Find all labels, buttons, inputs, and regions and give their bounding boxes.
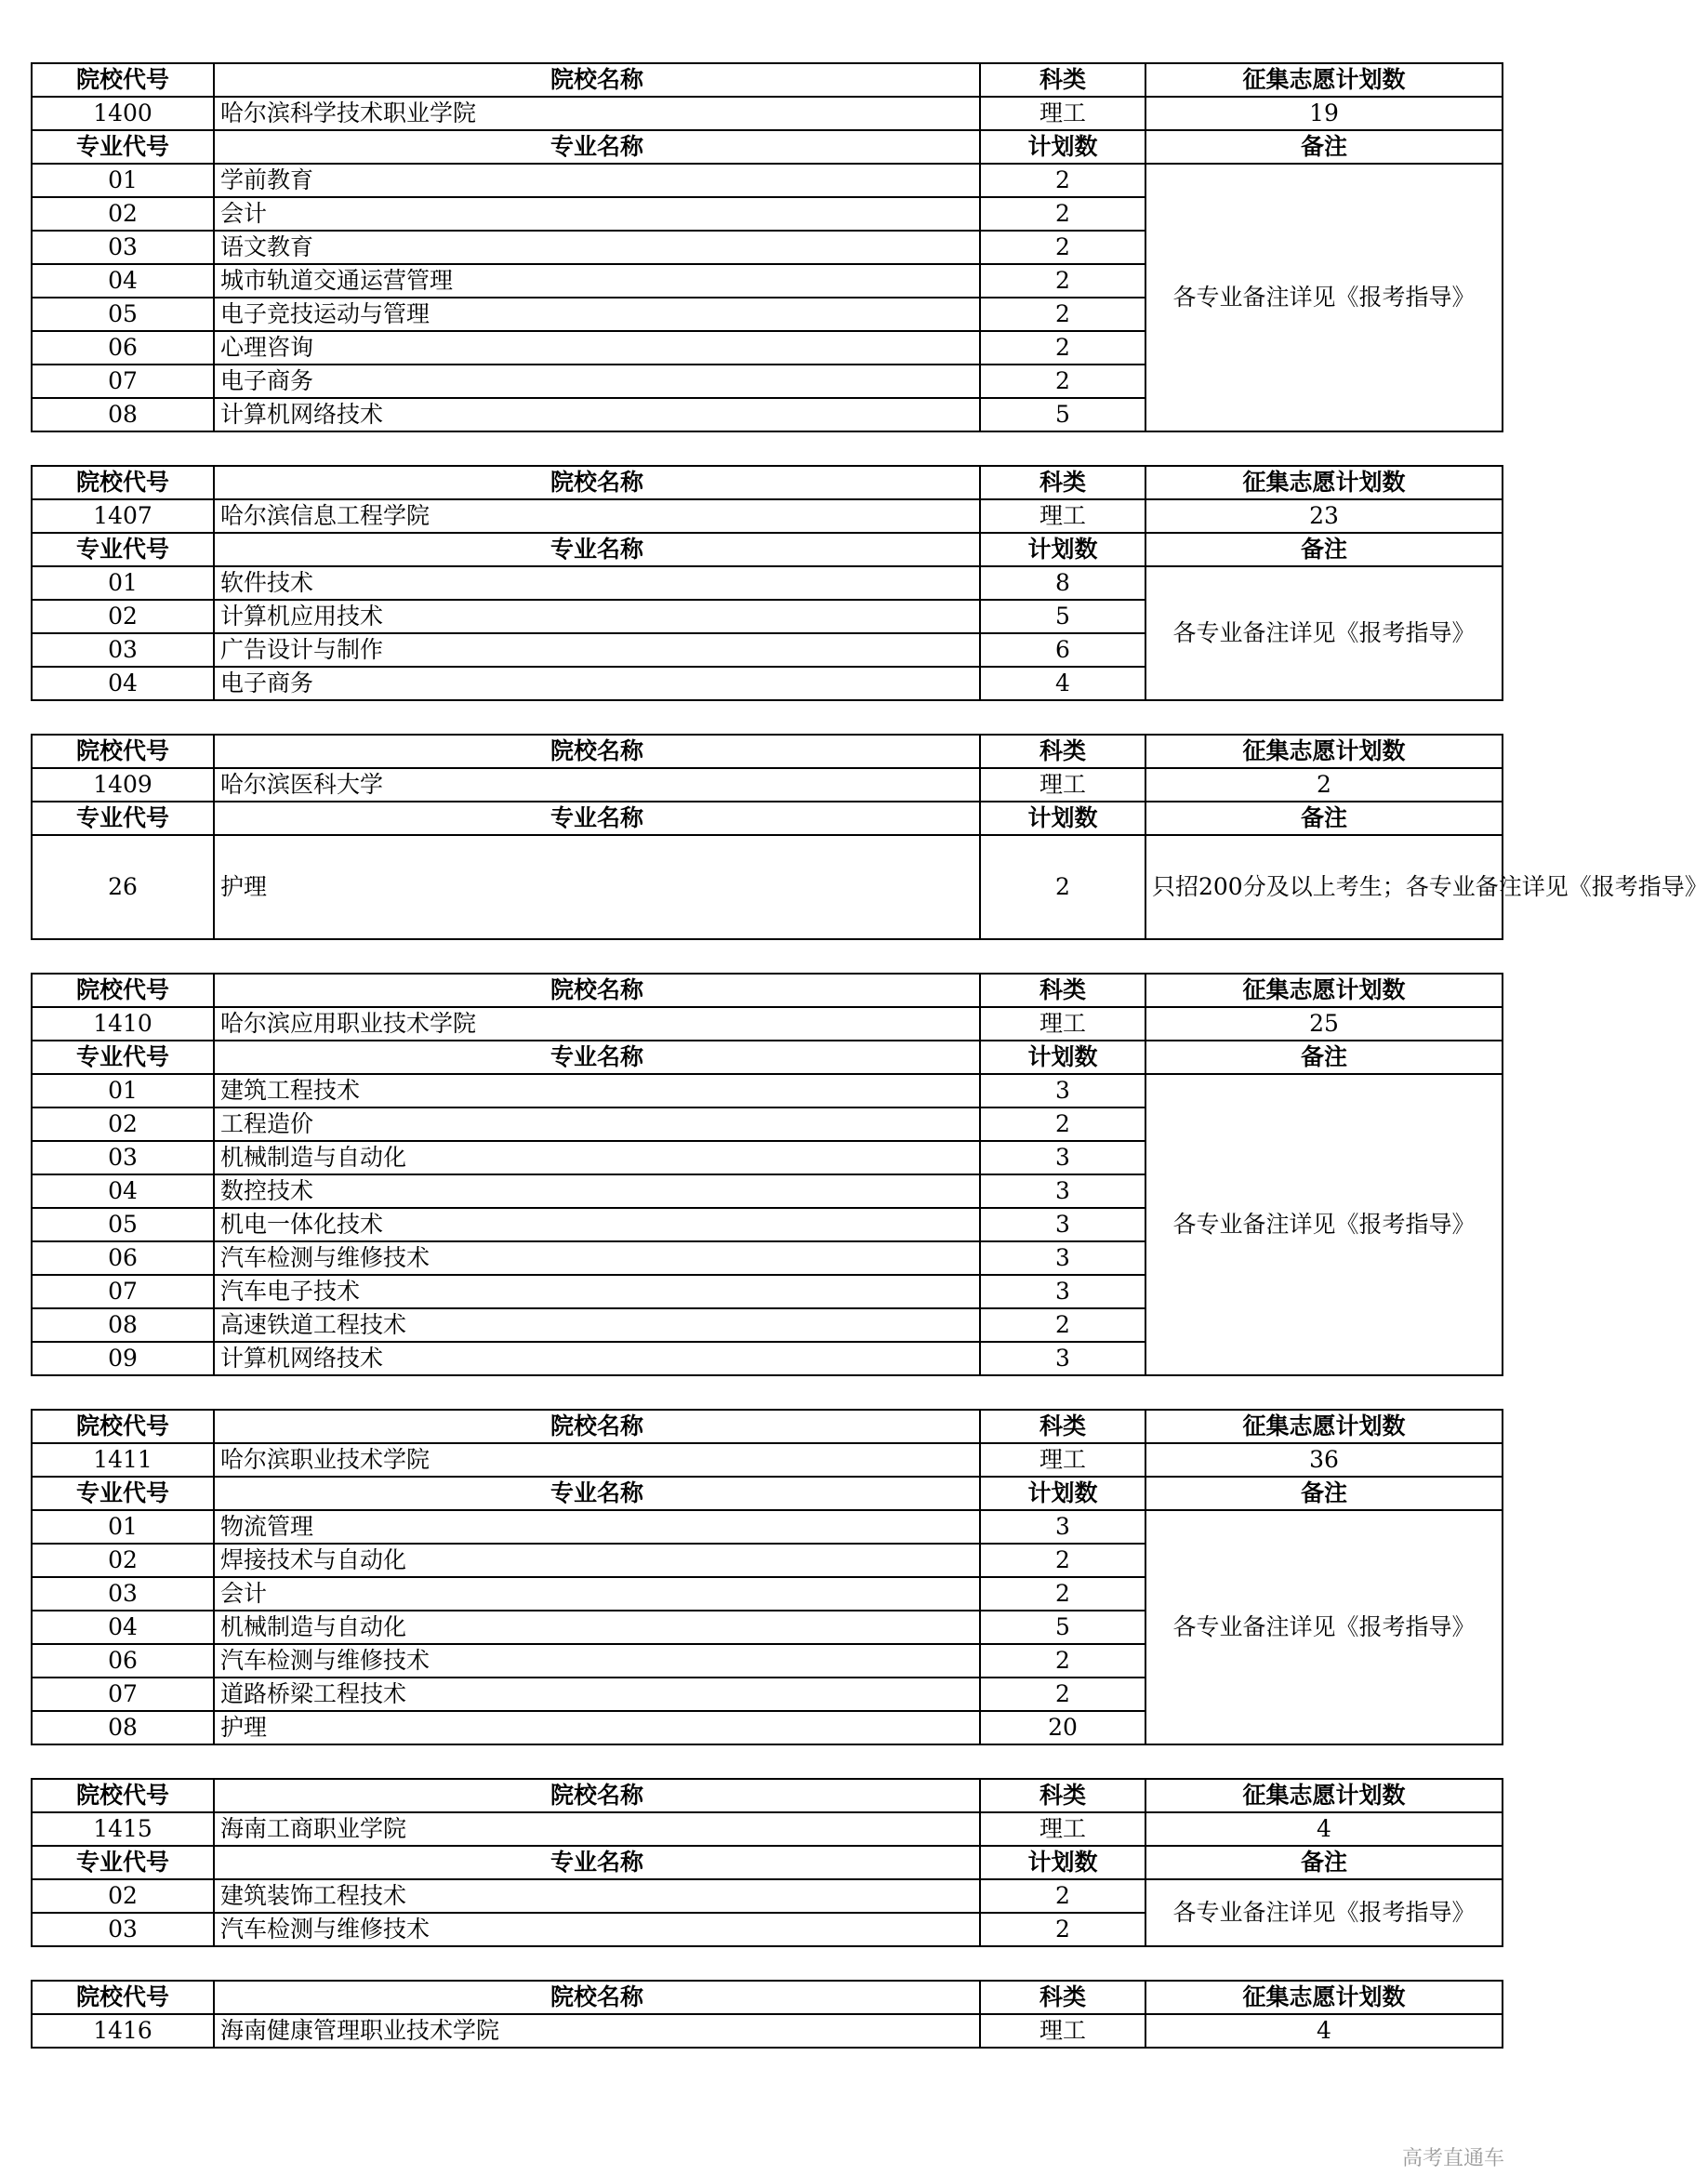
major-name: 建筑装饰工程技术: [214, 1879, 980, 1913]
major-name: 建筑工程技术: [214, 1074, 980, 1107]
school-name: 哈尔滨职业技术学院: [214, 1443, 980, 1477]
major-plan: 2: [980, 1879, 1145, 1913]
plan-header: 计划数: [980, 533, 1145, 566]
major-name: 广告设计与制作: [214, 633, 980, 667]
table-row: [32, 566, 1503, 600]
school-table: [31, 1409, 1503, 1745]
school-code: 1411: [32, 1443, 214, 1477]
major-plan: 3: [980, 1208, 1145, 1241]
major-code: 01: [32, 1074, 214, 1107]
major-plan: 5: [980, 600, 1145, 633]
school-name: 海南工商职业学院: [214, 1812, 980, 1846]
major-plan: 4: [980, 667, 1145, 700]
plan-total-header: 征集志愿计划数: [1145, 1410, 1503, 1443]
remark-header: 备注: [1145, 1846, 1503, 1879]
major-plan: 3: [980, 1510, 1145, 1544]
table-row: [32, 1074, 1503, 1107]
major-plan: 2: [980, 835, 1145, 939]
major-code: 06: [32, 1644, 214, 1678]
major-plan: 3: [980, 1275, 1145, 1308]
school-category: 理工: [980, 1443, 1145, 1477]
table-row: [32, 1879, 1503, 1913]
school-name-header: 院校名称: [214, 735, 980, 768]
major-name: 物流管理: [214, 1510, 980, 1544]
major-code: 07: [32, 1275, 214, 1308]
major-code: 02: [32, 1879, 214, 1913]
major-plan: 3: [980, 1241, 1145, 1275]
school-code: 1400: [32, 97, 214, 130]
table-row: [32, 835, 1503, 939]
school-name: 海南健康管理职业技术学院: [214, 2014, 980, 2048]
remark-note: 各专业备注详见《报考指导》: [1145, 1879, 1503, 1946]
school-table: [31, 973, 1503, 1376]
category-header: 科类: [980, 1981, 1145, 2014]
school-name: 哈尔滨医科大学: [214, 768, 980, 802]
remark-note: 各专业备注详见《报考指导》: [1145, 1074, 1503, 1375]
major-code: 02: [32, 600, 214, 633]
major-plan: 2: [980, 1913, 1145, 1946]
school-category: 理工: [980, 97, 1145, 130]
major-name: 汽车检测与维修技术: [214, 1644, 980, 1678]
remark-header: 备注: [1145, 802, 1503, 835]
remark-header: 备注: [1145, 1041, 1503, 1074]
major-code-header: 专业代号: [32, 130, 214, 164]
category-header: 科类: [980, 1779, 1145, 1812]
major-plan: 2: [980, 365, 1145, 398]
school-code-header: 院校代号: [32, 1410, 214, 1443]
major-code: 04: [32, 1611, 214, 1644]
remark-note: 各专业备注详见《报考指导》: [1145, 1510, 1503, 1744]
major-code: 08: [32, 1711, 214, 1744]
major-code: 01: [32, 1510, 214, 1544]
remark-header: 备注: [1145, 1477, 1503, 1510]
school-table: [31, 734, 1708, 940]
major-plan: 2: [980, 1308, 1145, 1342]
major-code: 26: [32, 835, 214, 939]
major-code: 03: [32, 1141, 214, 1174]
major-name: 护理: [214, 835, 980, 939]
table-row: [32, 1510, 1503, 1544]
major-name-header: 专业名称: [214, 1846, 980, 1879]
major-name: 汽车检测与维修技术: [214, 1913, 980, 1946]
plan-total-header: 征集志愿计划数: [1145, 1981, 1503, 2014]
major-plan: 2: [980, 1107, 1145, 1141]
major-code: 03: [32, 231, 214, 264]
major-code: 03: [32, 1913, 214, 1946]
major-plan: 5: [980, 1611, 1145, 1644]
major-code: 06: [32, 1241, 214, 1275]
major-code: 05: [32, 1208, 214, 1241]
plan-header: 计划数: [980, 130, 1145, 164]
major-code: 03: [32, 1577, 214, 1611]
school-plan-total: 4: [1145, 2014, 1503, 2048]
school-code: 1416: [32, 2014, 214, 2048]
major-plan: 2: [980, 298, 1145, 331]
school-category: 理工: [980, 1007, 1145, 1041]
major-name: 电子商务: [214, 667, 980, 700]
major-name: 计算机应用技术: [214, 600, 980, 633]
school-code-header: 院校代号: [32, 1779, 214, 1812]
school-name-header: 院校名称: [214, 466, 980, 499]
major-plan: 2: [980, 197, 1145, 231]
category-header: 科类: [980, 63, 1145, 97]
major-plan: 20: [980, 1711, 1145, 1744]
major-code: 01: [32, 566, 214, 600]
category-header: 科类: [980, 735, 1145, 768]
major-code: 06: [32, 331, 214, 365]
school-code-header: 院校代号: [32, 735, 214, 768]
major-code: 07: [32, 1678, 214, 1711]
major-plan: 2: [980, 331, 1145, 365]
school-plan-total: 23: [1145, 499, 1503, 533]
remark-header: 备注: [1145, 130, 1503, 164]
school-code-header: 院校代号: [32, 1981, 214, 2014]
remark-note: 各专业备注详见《报考指导》: [1145, 164, 1503, 431]
school-table: [31, 1980, 1503, 2049]
major-name: 语文教育: [214, 231, 980, 264]
major-name: 学前教育: [214, 164, 980, 197]
school-code: 1409: [32, 768, 214, 802]
major-name-header: 专业名称: [214, 802, 980, 835]
school-plan-total: 2: [1145, 768, 1503, 802]
major-plan: 2: [980, 1577, 1145, 1611]
major-plan: 2: [980, 1544, 1145, 1577]
major-name: 会计: [214, 197, 980, 231]
major-name-header: 专业名称: [214, 533, 980, 566]
major-name-header: 专业名称: [214, 1041, 980, 1074]
major-name: 计算机网络技术: [214, 1342, 980, 1375]
major-name: 汽车检测与维修技术: [214, 1241, 980, 1275]
major-plan: 5: [980, 398, 1145, 431]
category-header: 科类: [980, 466, 1145, 499]
school-name-header: 院校名称: [214, 63, 980, 97]
school-code-header: 院校代号: [32, 63, 214, 97]
major-code-header: 专业代号: [32, 1846, 214, 1879]
major-name-header: 专业名称: [214, 130, 980, 164]
plan-total-header: 征集志愿计划数: [1145, 1779, 1503, 1812]
major-plan: 2: [980, 164, 1145, 197]
school-category: 理工: [980, 2014, 1145, 2048]
school-code: 1410: [32, 1007, 214, 1041]
plan-header: 计划数: [980, 1477, 1145, 1510]
school-category: 理工: [980, 768, 1145, 802]
major-code: 08: [32, 1308, 214, 1342]
major-name: 会计: [214, 1577, 980, 1611]
school-name: 哈尔滨信息工程学院: [214, 499, 980, 533]
major-name: 机械制造与自动化: [214, 1611, 980, 1644]
school-category: 理工: [980, 499, 1145, 533]
major-name: 护理: [214, 1711, 980, 1744]
major-code-header: 专业代号: [32, 802, 214, 835]
major-plan: 8: [980, 566, 1145, 600]
major-name: 工程造价: [214, 1107, 980, 1141]
school-code: 1415: [32, 1812, 214, 1846]
plan-total-header: 征集志愿计划数: [1145, 974, 1503, 1007]
major-plan: 3: [980, 1074, 1145, 1107]
major-plan: 3: [980, 1174, 1145, 1208]
major-name-header: 专业名称: [214, 1477, 980, 1510]
remark-header: 备注: [1145, 533, 1503, 566]
major-name: 汽车电子技术: [214, 1275, 980, 1308]
school-name: 哈尔滨应用职业技术学院: [214, 1007, 980, 1041]
plan-header: 计划数: [980, 1846, 1145, 1879]
school-plan-total: 4: [1145, 1812, 1503, 1846]
plan-header: 计划数: [980, 1041, 1145, 1074]
major-name: 计算机网络技术: [214, 398, 980, 431]
school-code: 1407: [32, 499, 214, 533]
major-plan: 2: [980, 231, 1145, 264]
major-name: 数控技术: [214, 1174, 980, 1208]
plan-total-header: 征集志愿计划数: [1145, 466, 1503, 499]
major-code: 02: [32, 197, 214, 231]
major-code: 03: [32, 633, 214, 667]
category-header: 科类: [980, 974, 1145, 1007]
major-code: 09: [32, 1342, 214, 1375]
school-name-header: 院校名称: [214, 1981, 980, 2014]
major-code: 08: [32, 398, 214, 431]
major-code: 05: [32, 298, 214, 331]
major-code-header: 专业代号: [32, 1477, 214, 1510]
major-name: 道路桥梁工程技术: [214, 1678, 980, 1711]
school-table: [31, 465, 1503, 701]
major-code-header: 专业代号: [32, 533, 214, 566]
major-code: 02: [32, 1544, 214, 1577]
school-name-header: 院校名称: [214, 1410, 980, 1443]
major-plan: 2: [980, 264, 1145, 298]
major-code: 04: [32, 1174, 214, 1208]
major-plan: 6: [980, 633, 1145, 667]
major-code: 02: [32, 1107, 214, 1141]
major-name: 焊接技术与自动化: [214, 1544, 980, 1577]
school-table: [31, 1778, 1503, 1947]
major-name: 城市轨道交通运营管理: [214, 264, 980, 298]
school-plan-total: 19: [1145, 97, 1503, 130]
major-name: 机电一体化技术: [214, 1208, 980, 1241]
major-plan: 3: [980, 1141, 1145, 1174]
school-code-header: 院校代号: [32, 974, 214, 1007]
category-header: 科类: [980, 1410, 1145, 1443]
school-plan-total: 25: [1145, 1007, 1503, 1041]
school-name-header: 院校名称: [214, 974, 980, 1007]
table-row: [32, 164, 1503, 197]
major-code: 01: [32, 164, 214, 197]
school-code-header: 院校代号: [32, 466, 214, 499]
major-name: 电子竞技运动与管理: [214, 298, 980, 331]
remark-note: 各专业备注详见《报考指导》: [1145, 566, 1503, 700]
watermark: 高考直通车: [1401, 2147, 1504, 2170]
remark-note: 只招200分及以上考生；各专业备注详见《报考指导》: [1145, 835, 1503, 939]
major-name: 软件技术: [214, 566, 980, 600]
major-code: 04: [32, 667, 214, 700]
admission-plan-page: [31, 62, 1708, 2081]
plan-total-header: 征集志愿计划数: [1145, 735, 1503, 768]
school-name-header: 院校名称: [214, 1779, 980, 1812]
major-name: 心理咨询: [214, 331, 980, 365]
major-plan: 2: [980, 1644, 1145, 1678]
plan-total-header: 征集志愿计划数: [1145, 63, 1503, 97]
major-code-header: 专业代号: [32, 1041, 214, 1074]
major-name: 电子商务: [214, 365, 980, 398]
major-plan: 2: [980, 1678, 1145, 1711]
major-code: 07: [32, 365, 214, 398]
school-category: 理工: [980, 1812, 1145, 1846]
major-name: 机械制造与自动化: [214, 1141, 980, 1174]
school-name: 哈尔滨科学技术职业学院: [214, 97, 980, 130]
plan-header: 计划数: [980, 802, 1145, 835]
major-name: 高速铁道工程技术: [214, 1308, 980, 1342]
school-plan-total: 36: [1145, 1443, 1503, 1477]
school-table: [31, 62, 1503, 432]
major-plan: 3: [980, 1342, 1145, 1375]
major-code: 04: [32, 264, 214, 298]
